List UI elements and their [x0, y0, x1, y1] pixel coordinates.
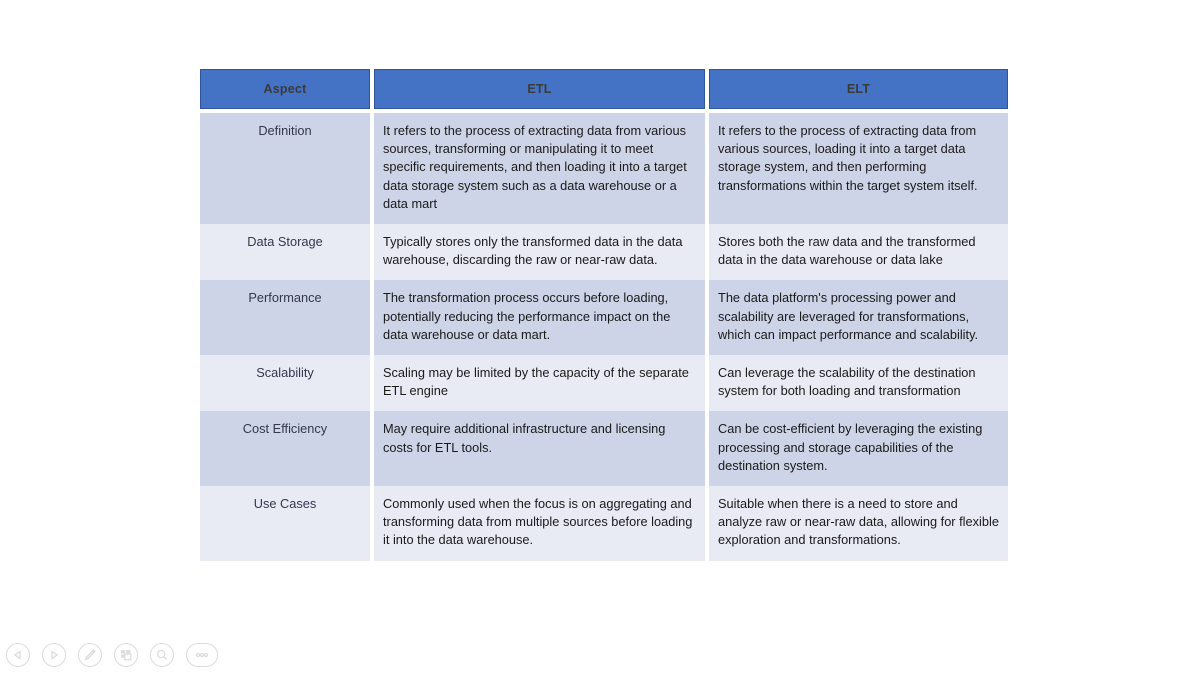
ellipsis-icon	[194, 651, 210, 659]
slide-overview-button[interactable]	[114, 643, 138, 667]
slide-toolbar	[6, 643, 218, 667]
cell-elt: Can be cost-efficient by leveraging the existing processing and storage capabilities of the destination system.	[709, 411, 1008, 486]
cell-etl: Typically stores only the transformed data in the data warehouse, discarding the raw or near-raw data.	[374, 224, 705, 280]
zoom-button[interactable]	[150, 643, 174, 667]
table-row	[200, 224, 1008, 280]
table-row	[200, 355, 1008, 411]
table-header-row	[200, 69, 1008, 109]
cell-aspect: Performance	[200, 280, 370, 355]
column-header-elt: ELT	[709, 69, 1008, 109]
cell-aspect: Use Cases	[200, 486, 370, 561]
table-row	[200, 411, 1008, 486]
more-options-button[interactable]	[186, 643, 218, 667]
cell-etl: It refers to the process of extracting data from various sources, transforming or manipulating it to meet specific requirements, and then loading it into a target data storage system such as a data warehouse or a data mart	[374, 113, 705, 224]
cell-etl: Scaling may be limited by the capacity of the separate ETL engine	[374, 355, 705, 411]
triangle-right-icon	[48, 649, 60, 661]
triangle-left-icon	[12, 649, 24, 661]
cell-aspect: Data Storage	[200, 224, 370, 280]
annotate-pen-button[interactable]	[78, 643, 102, 667]
cell-elt: Stores both the raw data and the transformed data in the data warehouse or data lake	[709, 224, 1008, 280]
grid-slides-icon	[119, 648, 133, 662]
pen-icon	[83, 648, 97, 662]
cell-aspect: Definition	[200, 113, 370, 224]
column-header-aspect: Aspect	[200, 69, 370, 109]
cell-elt: It refers to the process of extracting data from various sources, loading it into a target data storage system, and then performing transformations within the target system itself.	[709, 113, 1008, 224]
cell-elt: The data platform's processing power and scalability are leveraged for transformations, which can impact performance and scalability.	[709, 280, 1008, 355]
previous-slide-button[interactable]	[6, 643, 30, 667]
cell-etl: The transformation process occurs before loading, potentially reducing the performance impact on the data warehouse or data mart.	[374, 280, 705, 355]
column-header-etl: ETL	[374, 69, 705, 109]
next-slide-button[interactable]	[42, 643, 66, 667]
cell-elt: Suitable when there is a need to store and analyze raw or near-raw data, allowing for flexible exploration and transformations.	[709, 486, 1008, 561]
table-row	[200, 486, 1008, 561]
etl-elt-comparison-table	[200, 69, 1008, 561]
cell-aspect: Scalability	[200, 355, 370, 411]
table-row	[200, 113, 1008, 224]
table-row	[200, 280, 1008, 355]
cell-etl: May require additional infrastructure and licensing costs for ETL tools.	[374, 411, 705, 486]
cell-etl: Commonly used when the focus is on aggregating and transforming data from multiple sources before loading it into the data warehouse.	[374, 486, 705, 561]
cell-aspect: Cost Efficiency	[200, 411, 370, 486]
magnifier-icon	[155, 648, 169, 662]
cell-elt: Can leverage the scalability of the destination system for both loading and transformation	[709, 355, 1008, 411]
